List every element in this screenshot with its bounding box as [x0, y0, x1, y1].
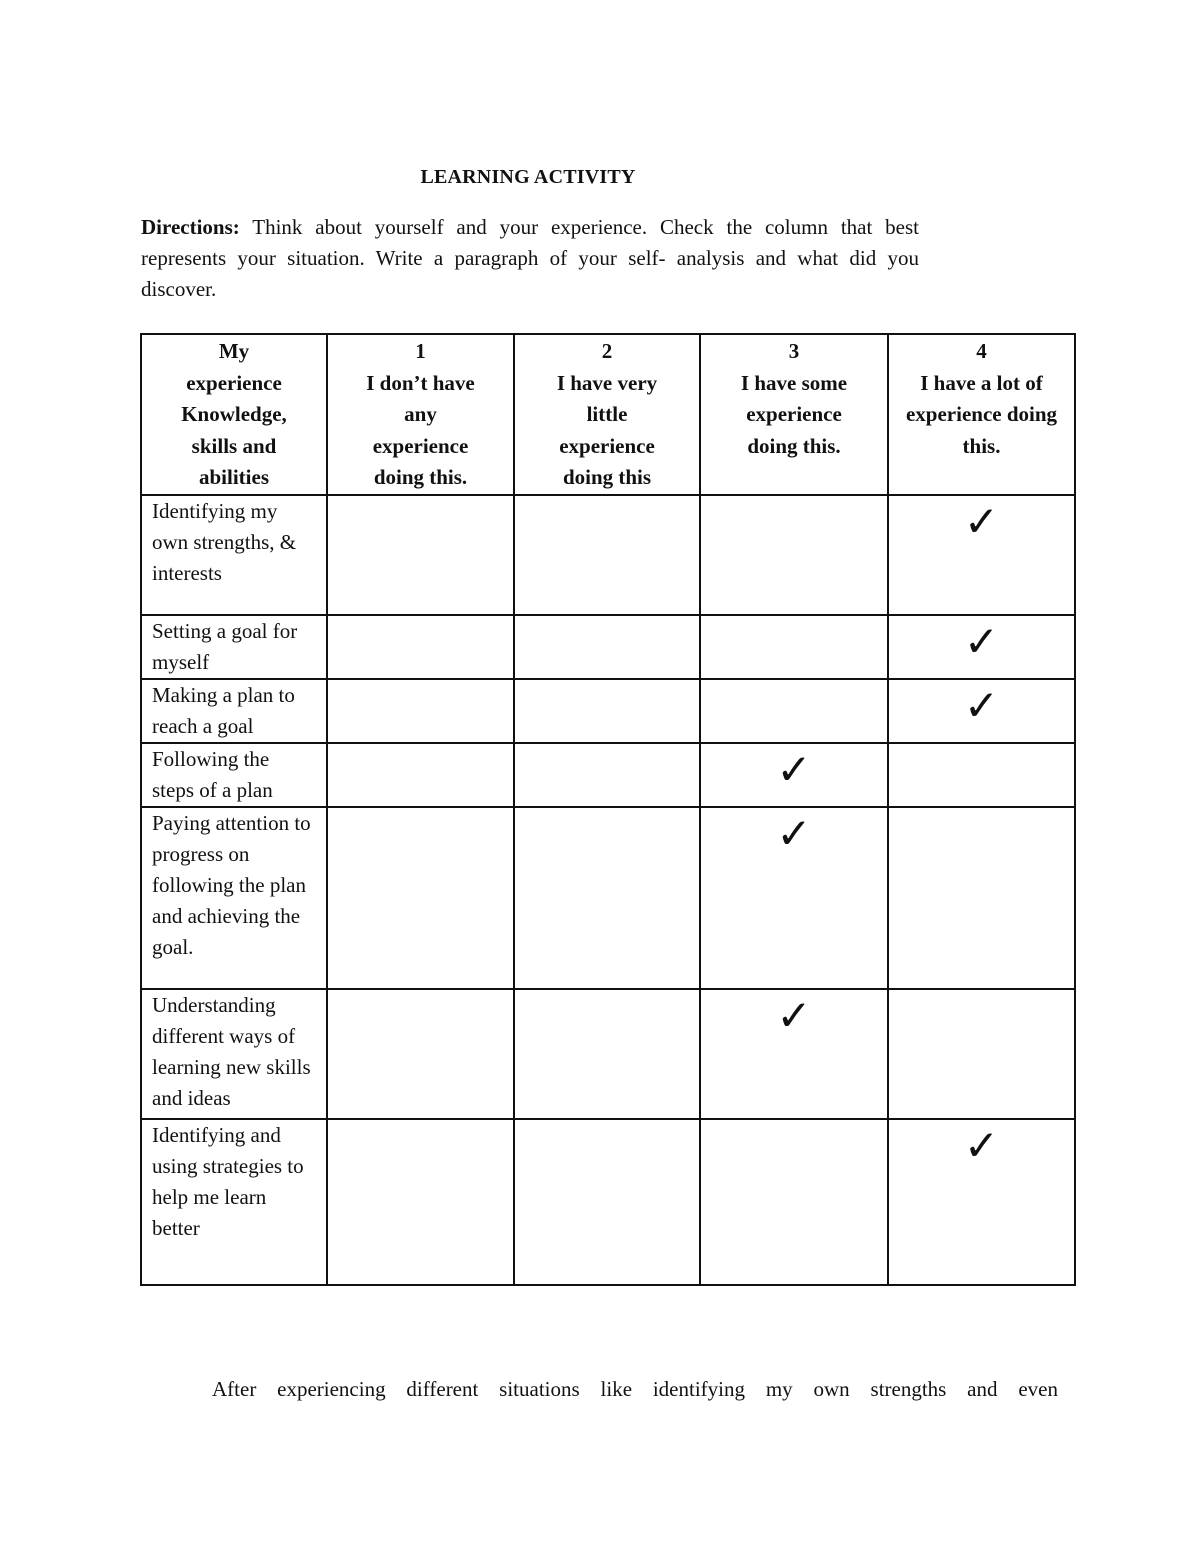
- skill-cell: [141, 989, 327, 1119]
- level-4-cell[interactable]: [888, 679, 1075, 743]
- table-row: [141, 615, 1075, 679]
- level-2-cell[interactable]: [514, 1119, 700, 1285]
- level-2-cell[interactable]: [514, 495, 700, 615]
- checkmark-icon: ✓: [963, 680, 1000, 730]
- checkmark-icon: ✓: [963, 496, 1000, 546]
- level-3-cell[interactable]: [700, 495, 888, 615]
- header-level-2-number: 2: [601, 339, 613, 363]
- header-level-1: [327, 334, 514, 495]
- skill-label: Understanding different ways of learning new skills and ideas: [152, 992, 311, 1110]
- directions-label: Directions:: [141, 215, 240, 239]
- level-4-cell[interactable]: [888, 615, 1075, 679]
- table-row: [141, 989, 1075, 1119]
- header-level-3: [700, 334, 888, 495]
- level-1-cell[interactable]: [327, 1119, 514, 1285]
- skill-cell: [141, 1119, 327, 1285]
- level-1-cell[interactable]: [327, 495, 514, 615]
- level-2-cell[interactable]: [514, 807, 700, 989]
- level-4-cell[interactable]: [888, 1119, 1075, 1285]
- level-2-cell[interactable]: [514, 989, 700, 1119]
- checkmark-icon: ✓: [776, 990, 812, 1040]
- header-level-2-text: I have very little experience doing this: [556, 370, 658, 489]
- table-row: [141, 495, 1075, 615]
- table-row: [141, 1119, 1075, 1285]
- analysis-paragraph: After experiencing different situations like identifying my own strengths and even: [212, 1377, 1058, 1401]
- checkmark-icon: ✓: [963, 1120, 1000, 1170]
- skill-label: Identifying and using strategies to help me learn better: [152, 1122, 304, 1240]
- skill-label: Identifying my own strengths, & interests: [152, 498, 297, 585]
- level-1-cell[interactable]: [327, 743, 514, 807]
- level-1-cell[interactable]: [327, 679, 514, 743]
- level-1-cell[interactable]: [327, 807, 514, 989]
- skill-cell: [141, 807, 327, 989]
- checkmark-icon: ✓: [776, 808, 812, 858]
- skill-label: Setting a goal for myself: [152, 618, 298, 674]
- level-3-cell[interactable]: [700, 615, 888, 679]
- skill-cell: [141, 615, 327, 679]
- directions-text: Think about yourself and your experience. Check the column that best represents your situation. Write a paragraph of your self- analysis and what did you discover.: [141, 215, 919, 301]
- header-level-4-number: 4: [976, 339, 987, 363]
- header-level-3-text: I have some experience doing this.: [740, 370, 848, 458]
- level-1-cell[interactable]: [327, 615, 514, 679]
- level-2-cell[interactable]: [514, 679, 700, 743]
- skill-cell: [141, 679, 327, 743]
- skill-label: Following the steps of a plan: [152, 746, 273, 802]
- table-row: [141, 679, 1075, 743]
- skill-cell: [141, 495, 327, 615]
- level-3-cell[interactable]: [700, 1119, 888, 1285]
- level-4-cell[interactable]: [888, 743, 1075, 807]
- table-row: [141, 743, 1075, 807]
- table-body: [141, 495, 1075, 1285]
- level-4-cell[interactable]: [888, 807, 1075, 989]
- header-level-3-number: 3: [788, 339, 800, 363]
- checkmark-icon: ✓: [776, 744, 812, 794]
- skill-cell: [141, 743, 327, 807]
- level-4-cell[interactable]: [888, 989, 1075, 1119]
- level-1-cell[interactable]: [327, 989, 514, 1119]
- level-3-cell[interactable]: [700, 807, 888, 989]
- header-skill-text: My experience Knowledge, skills and abilities: [181, 339, 287, 489]
- level-3-cell[interactable]: [700, 743, 888, 807]
- level-2-cell[interactable]: [514, 743, 700, 807]
- header-level-1-number: 1: [415, 339, 426, 363]
- level-3-cell[interactable]: [700, 679, 888, 743]
- checkmark-icon: ✓: [963, 616, 1000, 666]
- level-3-cell[interactable]: [700, 989, 888, 1119]
- directions: [141, 212, 919, 305]
- header-skill: [141, 334, 327, 495]
- header-level-4: [888, 334, 1075, 495]
- table-header-row: [141, 334, 1075, 495]
- skill-label: Paying attention to progress on following the plan and achieving the goal.: [152, 810, 311, 959]
- level-4-cell[interactable]: [888, 495, 1075, 615]
- self-assessment-table: [140, 333, 1076, 1286]
- header-level-2: [514, 334, 700, 495]
- skill-label: Making a plan to reach a goal: [152, 682, 295, 738]
- table-row: [141, 807, 1075, 989]
- page-title: LEARNING ACTIVITY: [420, 166, 636, 188]
- level-2-cell[interactable]: [514, 615, 700, 679]
- header-level-4-text: I have a lot of experience doing this.: [905, 370, 1058, 458]
- header-level-1-text: I don’t have any experience doing this.: [366, 370, 475, 489]
